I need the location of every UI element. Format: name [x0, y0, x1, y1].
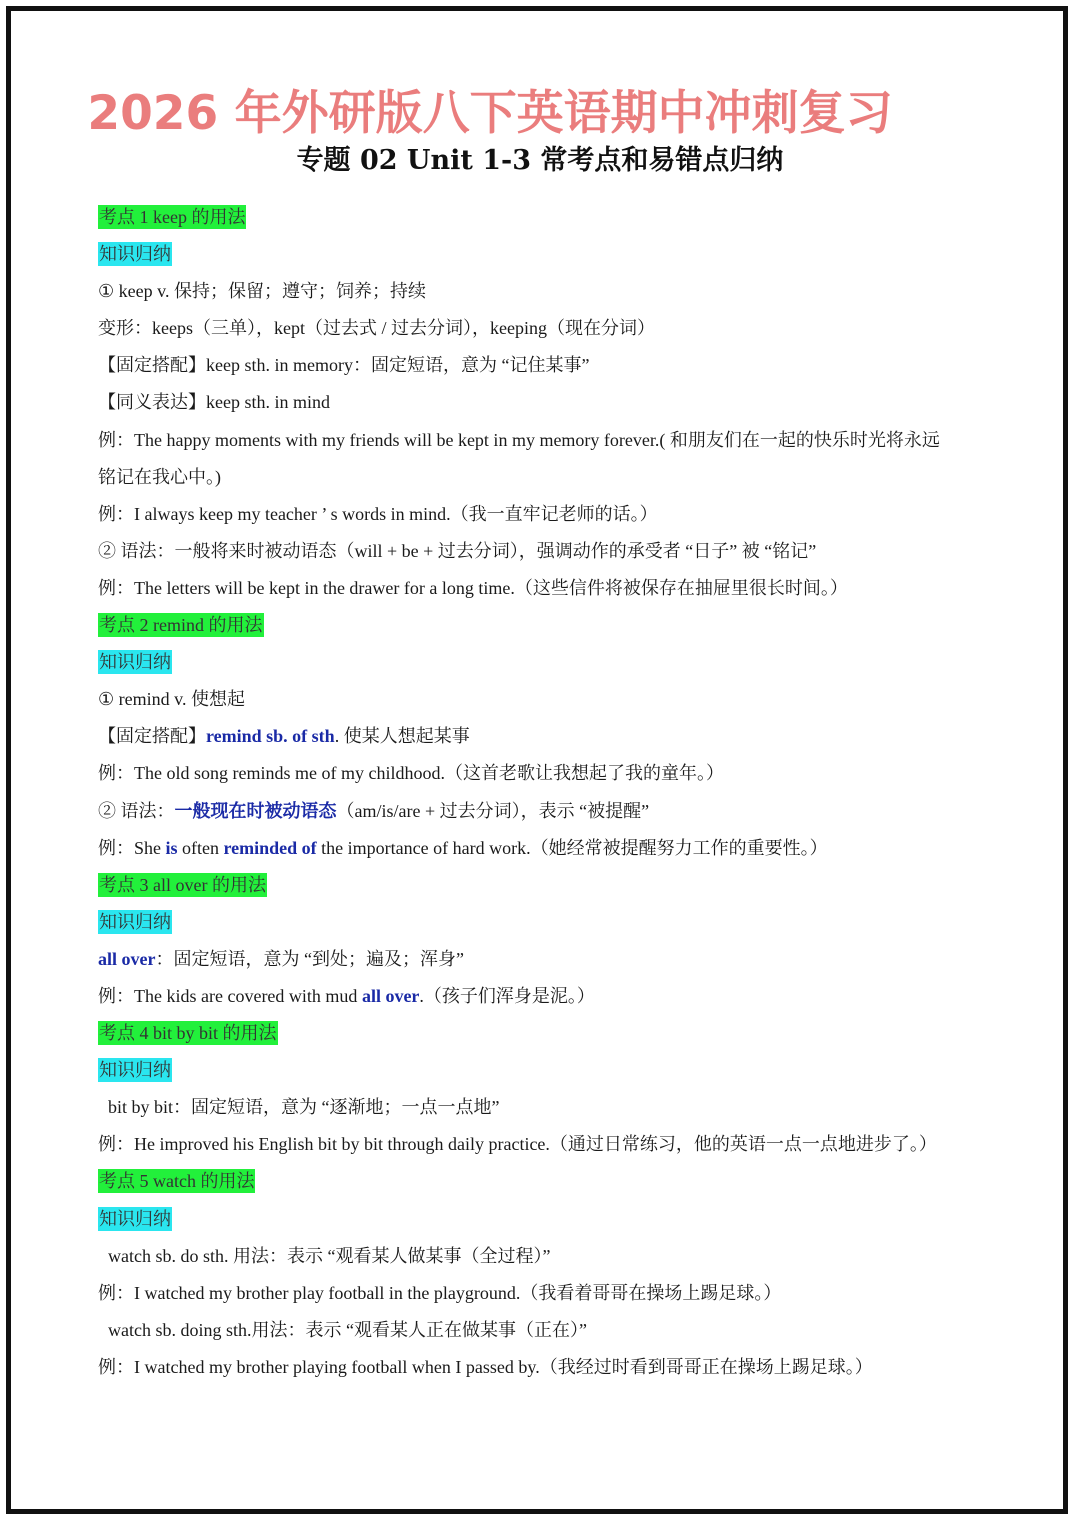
page-title: 2026 年外研版八下英语期中冲刺复习: [87, 86, 893, 141]
topic-heading-text: 考点 5 watch 的用法: [99, 1171, 255, 1192]
content-line: [98, 718, 998, 755]
line-text: （am/is/are + 过去分词），表示 “被提醒”: [336, 800, 650, 821]
topic-heading-text: 考点 1 keep 的用法: [99, 207, 246, 227]
content-line: 例：The happy moments with my friends will be kept in my memory forever.( 和朋友们在一起的快乐时光将永远: [98, 429, 940, 450]
line-text: .（孩子们浑身是泥。）: [419, 985, 595, 1006]
topic-heading: [98, 1163, 998, 1200]
line-text: 例：She: [98, 837, 166, 858]
emphasis-text: is: [165, 837, 178, 858]
line-text: 例：The kids are covered with mud: [98, 985, 362, 1006]
topic-heading-text: 考点 4 bit by bit 的用法: [99, 1023, 277, 1044]
topic-heading: [98, 1015, 998, 1052]
content-line: ① keep v. 保持；保留；遵守；饲养；持续: [98, 281, 426, 302]
section-label-text: 知识归纳: [99, 911, 171, 932]
section-label: [98, 904, 998, 941]
content-line: [98, 978, 998, 1015]
content-line: 变形：keeps（三单），kept（过去式 / 过去分词），keeping（现在分词）: [98, 318, 655, 339]
line-text: often: [177, 837, 224, 858]
content-line: ① remind v. 使想起: [98, 689, 245, 710]
topic-heading: [98, 199, 998, 236]
content-line: 例：I always keep my teacher ’ s words in mind.（我一直牢记老师的话。）: [98, 503, 658, 524]
section-label-text: 知识归纳: [99, 652, 171, 673]
line-text: . 使某人想起某事: [334, 726, 470, 747]
section-label-text: 知识归纳: [99, 1208, 171, 1229]
section-label-text: 知识归纳: [99, 244, 171, 265]
content-line: 例：I watched my brother playing football when I passed by.（我经过时看到哥哥正在操场上踢足球。）: [98, 1356, 873, 1377]
content-line: 例：He improved his English bit by bit through daily practice.（通过日常练习，他的英语一点一点地进步了。）: [98, 1134, 937, 1155]
content-line: watch sb. do sth. 用法：表示 “观看某人做某事（全过程）”: [108, 1245, 551, 1266]
section-label: [98, 236, 998, 273]
section-label: [98, 1052, 998, 1089]
content-line: [98, 941, 998, 978]
content-line: 例：I watched my brother play football in the playground.（我看着哥哥在操场上踢足球。）: [98, 1282, 782, 1303]
content-line: 铭记在我心中。): [98, 466, 221, 487]
content-line: bit by bit：固定短语，意为 “逐渐地；一点一点地”: [108, 1097, 500, 1118]
topic-heading: [98, 867, 998, 904]
section-label: [98, 1201, 998, 1238]
line-text: ② 语法：: [98, 800, 175, 821]
line-text: 【固定搭配】: [98, 726, 206, 747]
topic-heading: [98, 607, 998, 644]
content-line: [98, 793, 998, 830]
line-text: ：固定短语，意为 “到处；遍及；浑身”: [155, 948, 464, 969]
emphasis-text: 一般现在时被动语态: [174, 800, 337, 821]
content-line: ② 语法：一般将来时被动语态（will + be + 过去分词），强调动作的承受者 “日子” 被 “铭记”: [98, 540, 817, 561]
topic-heading-text: 考点 3 all over 的用法: [99, 874, 266, 895]
content-line: 【同义表达】keep sth. in mind: [98, 392, 330, 413]
content-line: 例：The old song reminds me of my childhood.（这首老歌让我想起了我的童年。）: [98, 763, 724, 784]
document-body: [98, 199, 998, 1386]
emphasis-text: reminded of: [223, 837, 317, 858]
line-text: the importance of hard work.（她经常被提醒努力工作的重要性。）: [316, 837, 828, 858]
content-line: [98, 830, 998, 867]
emphasis-text: all over: [98, 948, 156, 969]
page-subtitle: 专题 02 Unit 1-3 常考点和易错点归纳: [296, 145, 784, 176]
content-line: 例：The letters will be kept in the drawer for a long time.（这些信件将被保存在抽屉里很长时间。）: [98, 577, 848, 598]
section-label: [98, 644, 998, 681]
emphasis-text: remind sb. of sth: [206, 726, 335, 747]
section-label-text: 知识归纳: [99, 1060, 171, 1081]
content-line: 【固定搭配】keep sth. in memory：固定短语，意为 “记住某事”: [98, 355, 590, 376]
content-line: watch sb. doing sth.用法：表示 “观看某人正在做某事（正在）”: [108, 1319, 587, 1340]
topic-heading-text: 考点 2 remind 的用法: [99, 615, 263, 636]
emphasis-text: all over: [361, 985, 420, 1006]
